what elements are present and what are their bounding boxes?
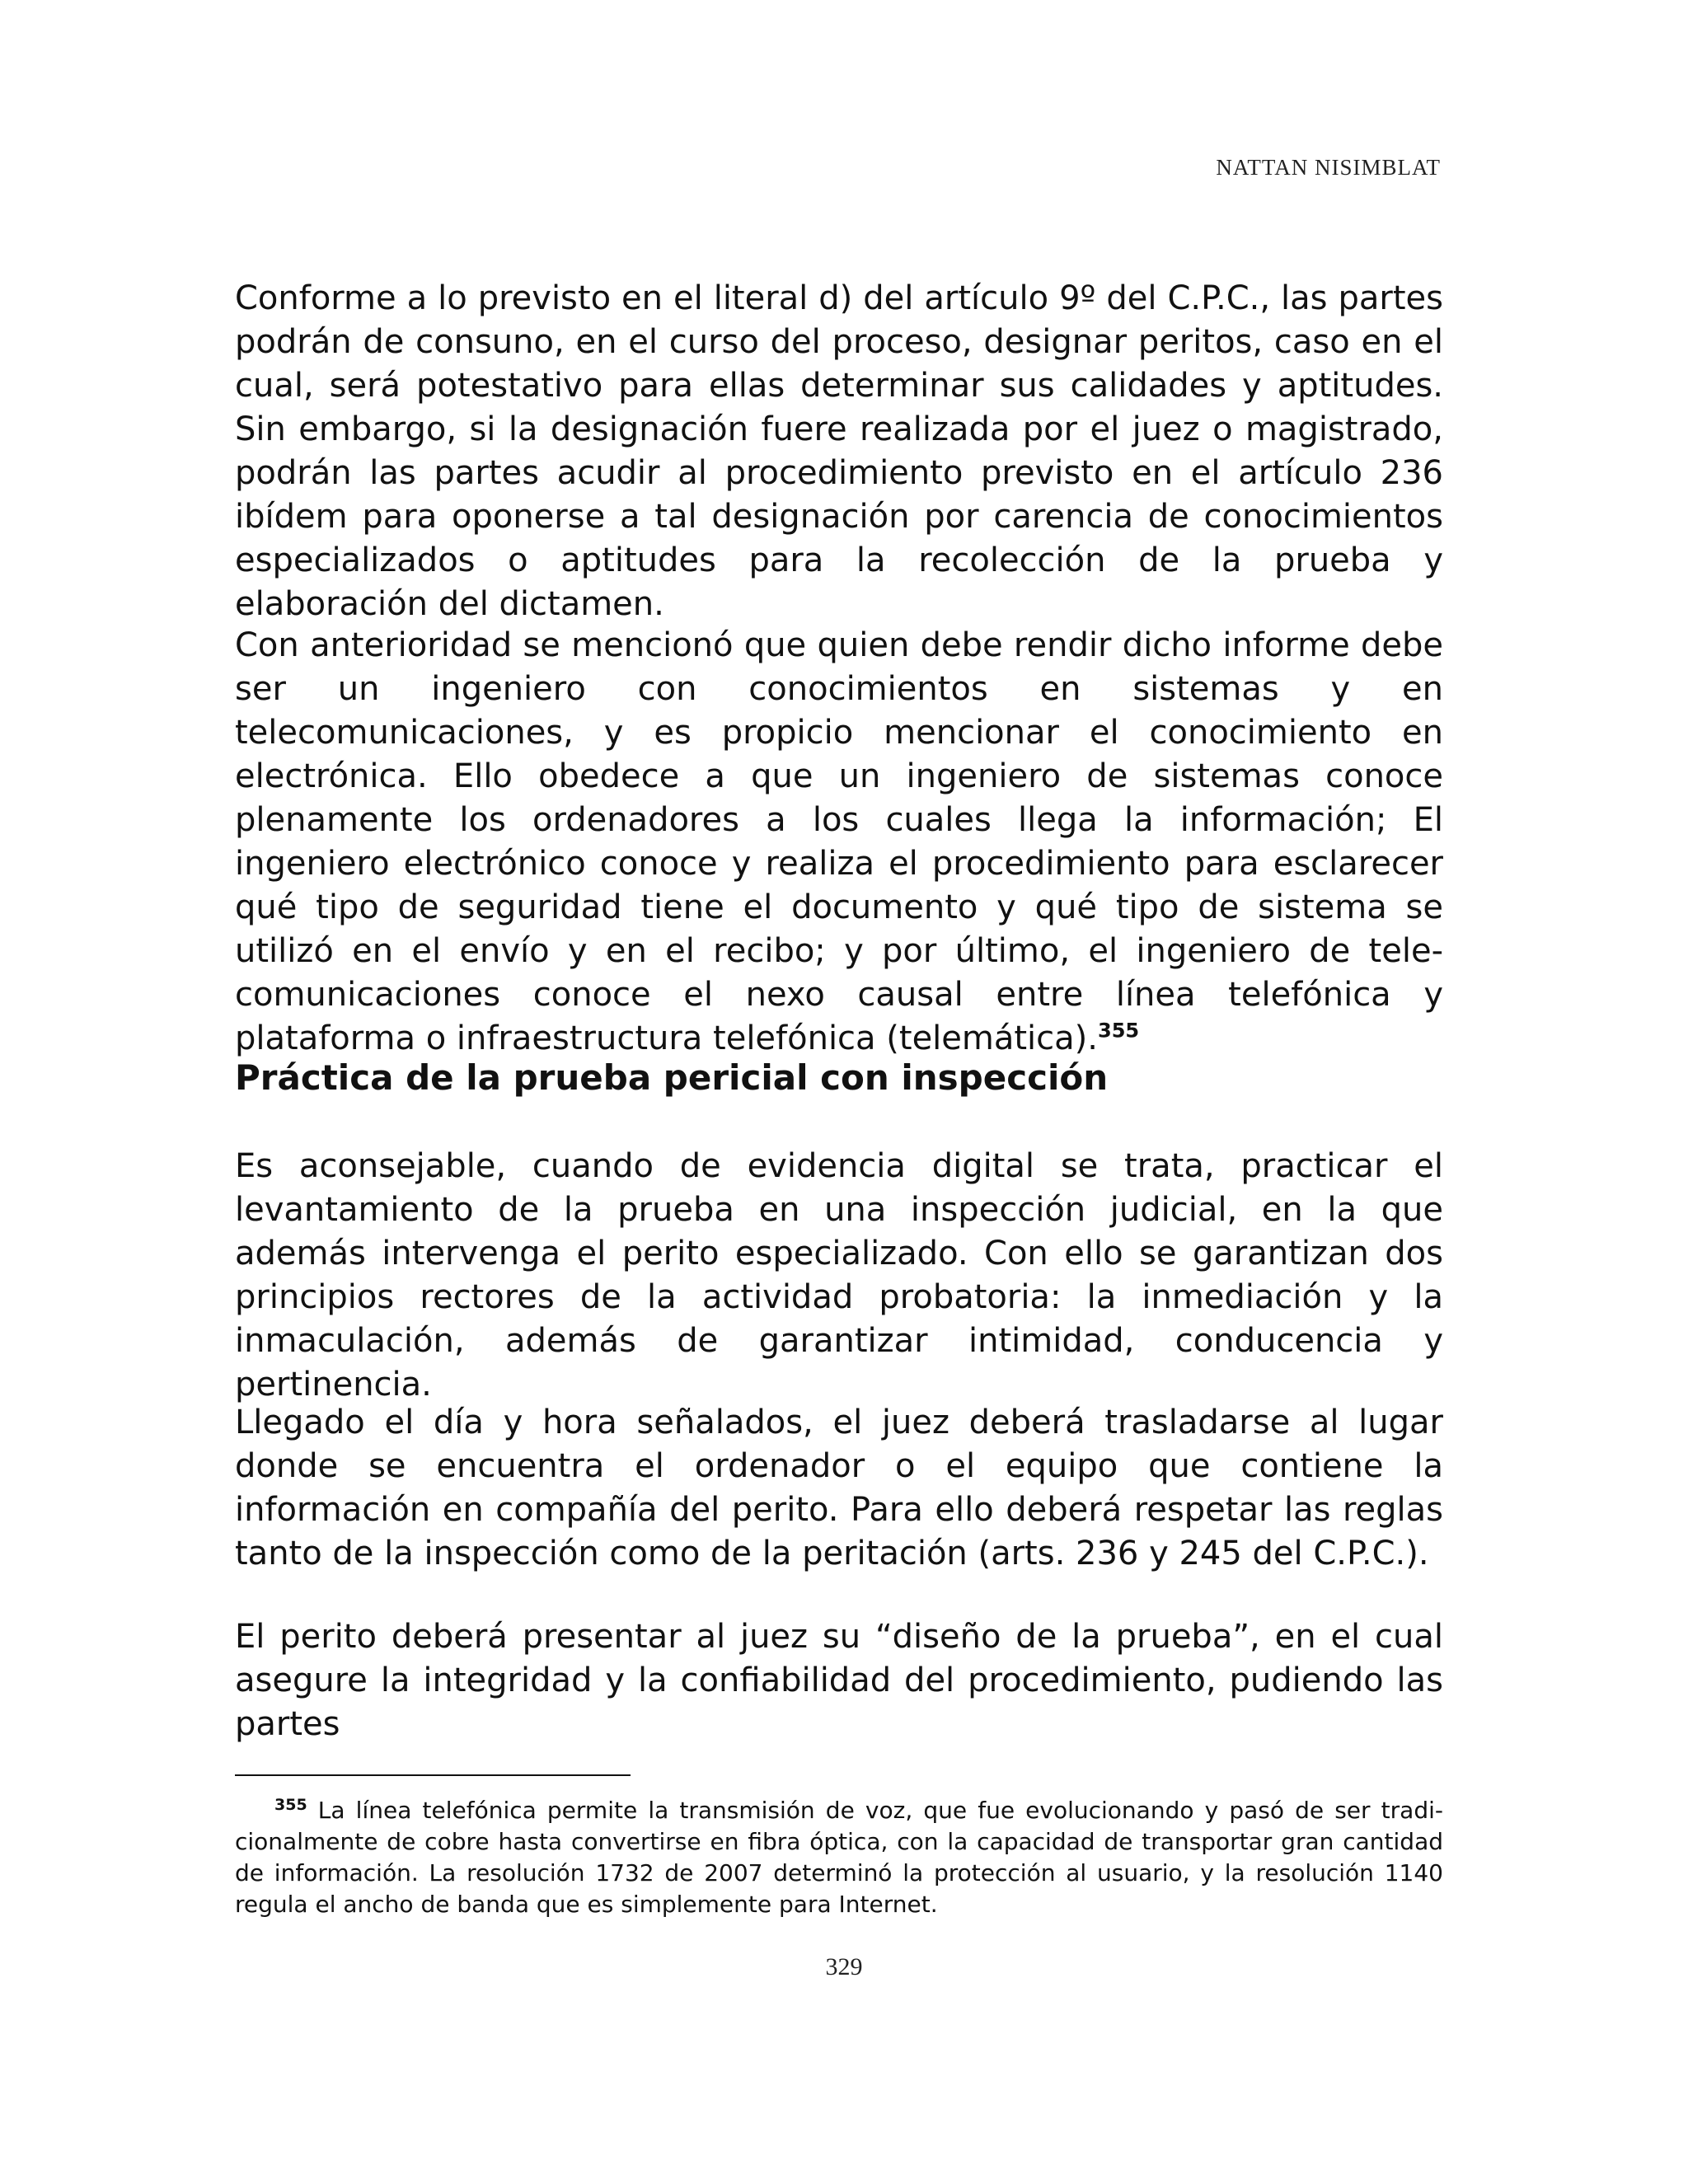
running-header: NATTAN NISIMBLAT: [1216, 155, 1441, 180]
footnote-divider: [235, 1774, 631, 1776]
paragraph-5: El perito deberá presentar al juez su “diseño de la prueba”, en el cual asegure la integridad y la confiabilidad del procedimiento, pudiendo las partes: [235, 1618, 1443, 1743]
section-heading: Práctica de la prueba pericial con inspección: [235, 1057, 1109, 1098]
paragraph-4-block: [235, 1401, 1443, 1576]
footnote-number: 355: [274, 1795, 307, 1814]
paragraph-2-block: [235, 624, 1443, 1061]
footnote-text: La línea telefónica permite la transmisión de voz, que fue evolucionando y pasó de ser tradicionalmente de cobre hasta convertirse en fibra óptica, con la capacidad de transportar gran cantidad de información. La resolución 1732 de 2007 determinó la protección al usuario, y la resolución 1140 regula el ancho de banda que es simplemente para Internet.: [235, 1797, 1443, 1918]
paragraph-4: Llegado el día y hora señalados, el juez deberá trasladarse al lugar donde se encuentra el ordenador o el equipo que contiene la información en compañía del perito. Para ello deberá respetar las reglas tanto de la inspección como de la peritación (arts. 236 y 245 del C.P.C.).: [235, 1404, 1443, 1572]
paragraph-5-block: [235, 1615, 1443, 1746]
paragraph-1-block: [235, 277, 1443, 626]
paragraph-2: [235, 624, 1443, 1061]
section-heading-block: [235, 1056, 1443, 1099]
paragraph-3: Es aconsejable, cuando de evidencia digital se trata, practicar el levantamiento de la prueba en una inspección judicial, en la que además intervenga el perito especializado. Con ello se garantizan dos principios rectores de la actividad probatoria: la inmediación y la inmaculación, además de garantizar intimidad, conducencia y pertinencia.: [235, 1147, 1443, 1404]
footnote-355: [235, 1795, 1443, 1920]
footnote-reference-355[interactable]: 355: [1098, 1019, 1140, 1043]
paragraph-3-block: [235, 1145, 1443, 1407]
paragraph-2-text: Con anterioridad se mencionó que quien debe rendir dicho informe debe ser un ingeniero con conocimientos en sistemas y en telecomunicaciones, y es propicio mencionar el conocimiento en electrónica. Ello obedece a que un ingeniero de sistemas conoce plenamente los ordenadores a los cuales llega la información; El ingeniero electrónico conoce y realiza el procedimiento para esclarecer qué tipo de seguridad tiene el documento y qué tipo de sistema se utilizó en el envío y en el recibo; y por último, el ingeniero de telecomunicaciones conoce el nexo causal entre línea telefónica y plataforma o infraestructura telefónica (telemática).: [235, 626, 1443, 1057]
paragraph-1: Conforme a lo previsto en el literal d) del artículo 9º del C.P.C., las partes podrán de consuno, en el curso del proceso, designar peritos, caso en el cual, será potestativo para ellas determinar sus calidades y aptitudes. Sin embargo, si la designación fuere realizada por el juez o magistrado, podrán las partes acudir al procedimiento previsto en el artículo 236 ibídem para oponerse a tal designación por carencia de conocimientos especializados o aptitudes para la recolección de la prueba y elaboración del dictamen.: [235, 279, 1443, 623]
page-number: 329: [825, 1953, 863, 1980]
